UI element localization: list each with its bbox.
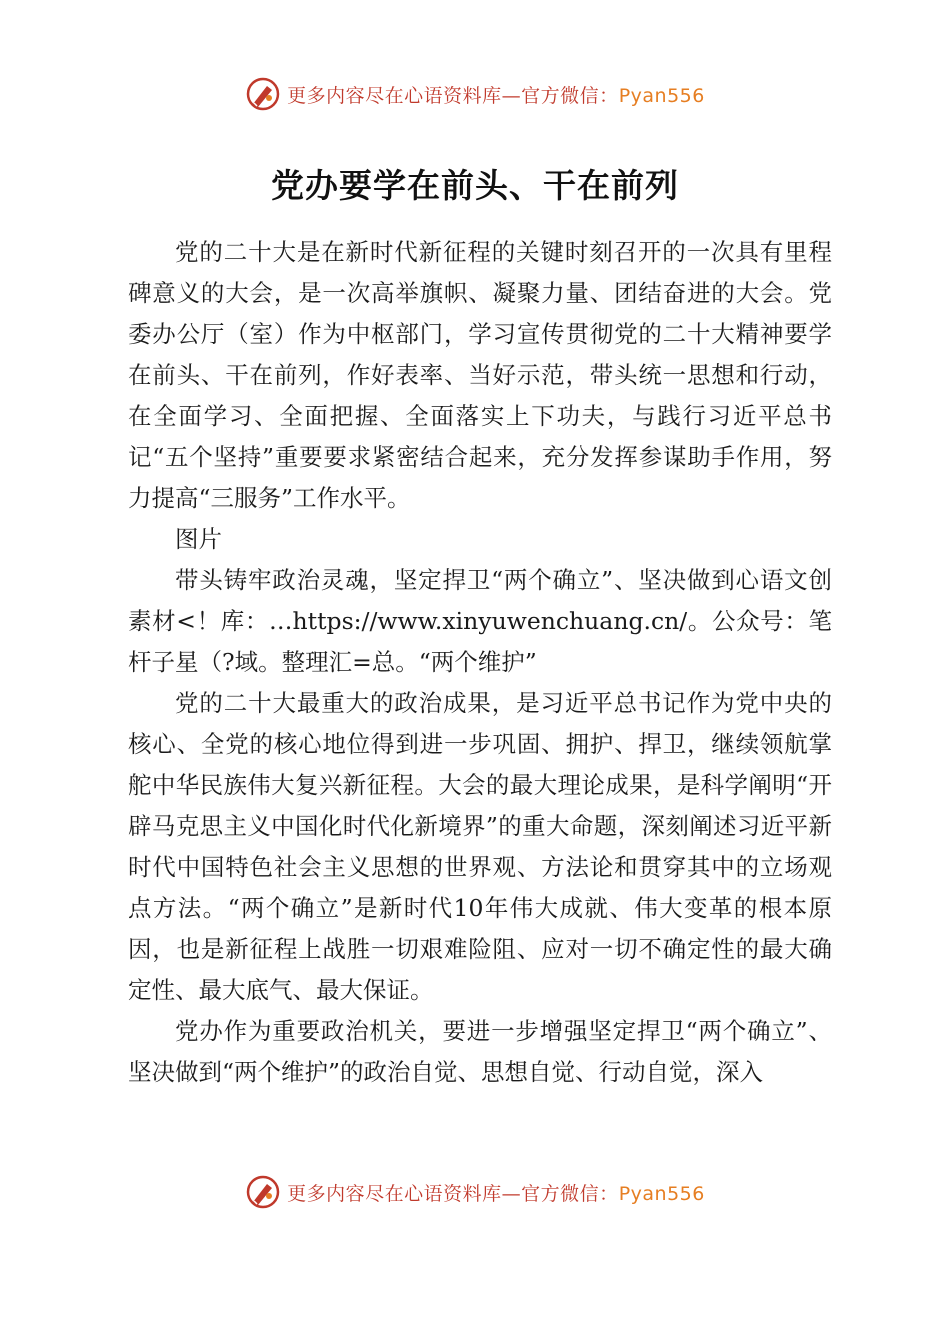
paragraph: 带头铸牢政治灵魂，坚定捍卫“两个确立”、坚决做到心语文创素材<！库：…https://www.xinyuwenchuang.cn/。公众号：笔杆子星（?域。整理汇=总。“两个维护” — [128, 566, 832, 676]
document-body — [128, 232, 832, 1093]
paragraph: 图片 — [175, 525, 222, 553]
pen-logo-icon — [245, 1174, 281, 1210]
paragraph: 党的二十大最重大的政治成果，是习近平总书记作为党中央的核心、全党的核心地位得到进一步巩固、拥护、捍卫，继续领航掌舵中华民族伟大复兴新征程。大会的最大理论成果，是科学阐明“开辟马克思主义中国化时代化新境界”的重大命题，深刻阐述习近平新时代中国特色社会主义思想的世界观、方法论和贯穿其中的立场观点方法。“两个确立”是新时代10年伟大成就、伟大变革的根本原因，也是新征程上战胜一切艰难险阻、应对一切不确定性的最大确定性、最大底气、最大保证。 — [128, 689, 832, 1004]
banner-wx-label: 官方微信： — [521, 1182, 619, 1205]
header-banner — [0, 74, 950, 114]
banner-main: 更多内容尽在心语资料库 — [287, 1182, 502, 1205]
header-banner-text — [287, 81, 705, 108]
pen-logo-icon — [245, 76, 281, 112]
banner-dash: — — [501, 1182, 522, 1205]
banner-dash: — — [501, 84, 522, 107]
document-title: 党办要学在前头、干在前列 — [271, 166, 679, 205]
paragraph: 党办作为重要政治机关，要进一步增强坚定捍卫“两个确立”、坚决做到“两个维护”的政治自觉、思想自觉、行动自觉，深入 — [128, 1017, 832, 1086]
footer-banner-text — [287, 1179, 705, 1206]
banner-wx-id: Pyan556 — [618, 1182, 705, 1205]
banner-main: 更多内容尽在心语资料库 — [287, 84, 502, 107]
banner-wx-label: 官方微信： — [521, 84, 619, 107]
banner-wx-id: Pyan556 — [618, 84, 705, 107]
paragraph: 党的二十大是在新时代新征程的关键时刻召开的一次具有里程碑意义的大会，是一次高举旗帜、凝聚力量、团结奋进的大会。党委办公厅（室）作为中枢部门，学习宣传贯彻党的二十大精神要学在前头、干在前列，作好表率、当好示范，带头统一思想和行动，在全面学习、全面把握、全面落实上下功夫，与践行习近平总书记“五个坚持”重要要求紧密结合起来，充分发挥参谋助手作用，努力提高“三服务”工作水平。 — [128, 238, 832, 512]
footer-banner — [0, 1172, 950, 1212]
